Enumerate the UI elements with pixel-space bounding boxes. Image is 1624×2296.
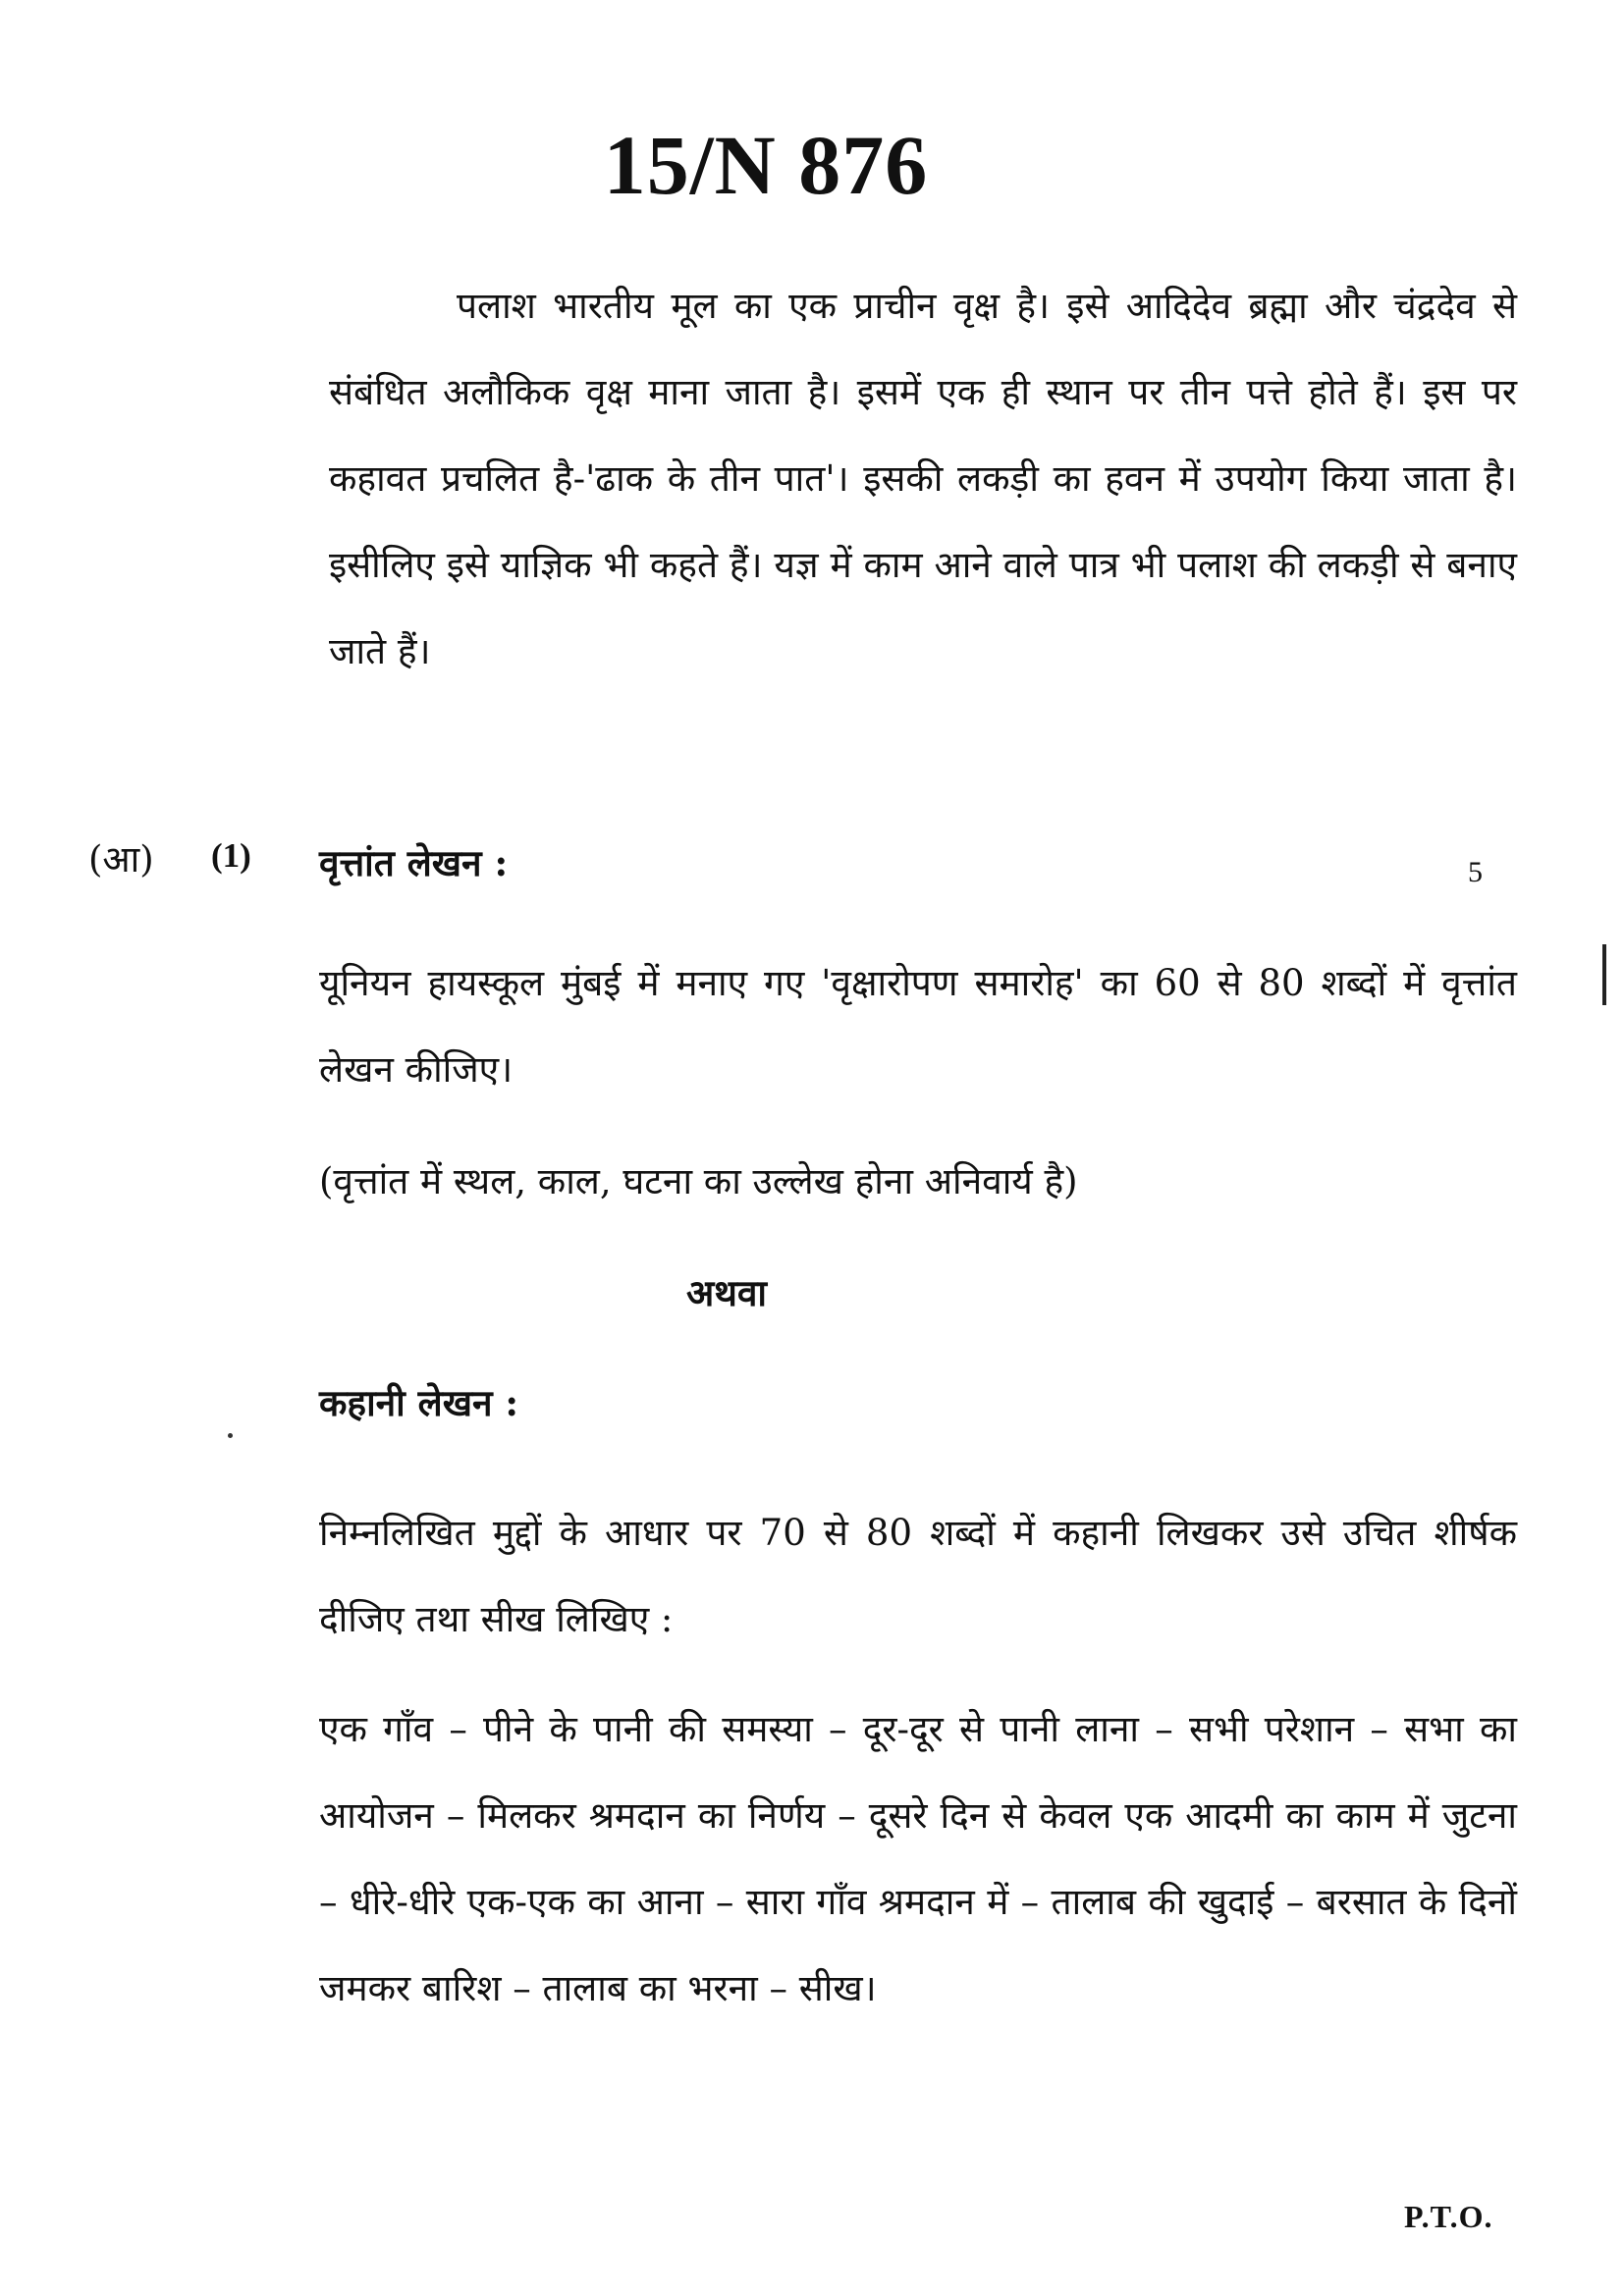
passage-paragraph: पलाश भारतीय मूल का एक प्राचीन वृक्ष है। इसे आदिदेव ब्रह्मा और चंद्रदेव से संबंधित अलौकिक वृक्ष माना जाता है। इसमें एक ही स्थान पर तीन पत्ते होते हैं। इस पर कहावत प्रचलित है-'ढाक के तीन पात'। इसकी लकड़ी का हवन में उपयोग किया जाता है। इसीलिए इसे याज्ञिक भी कहते हैं। यज्ञ में काम आने वाले पात्र भी पलाश की लकड़ी से बनाए जाते हैं।: [329, 285, 1517, 672]
story-writing-heading: कहानी लेखन :: [319, 1381, 519, 1424]
report-writing-heading: वृत्तांत लेखन :: [319, 841, 509, 884]
story-question: निम्नलिखित मुद्दों के आधार पर 70 से 80 शब्दों में कहानी लिखकर उसे उचित शीर्षक दीजिए तथा सीख लिखिए :: [319, 1512, 1517, 1640]
report-note: (वृत्तांत में स्थल, काल, घटना का उल्लेख होना अनिवार्य है): [319, 1160, 1078, 1202]
pto-label: P.T.O.: [1404, 2199, 1493, 2234]
marks-label: 5: [1468, 856, 1483, 888]
paper-code: 15/N 876: [603, 118, 929, 212]
story-points: एक गाँव – पीने के पानी की समस्या – दूर-दूर से पानी लाना – सभी परेशान – सभा का आयोजन – मिलकर श्रमदान का निर्णय – दूसरे दिन से केवल एक आदमी का काम में जुटना – धीरे-धीरे एक-एक का आना – सारा गाँव श्रमदान में – तालाब की खुदाई – बरसात के दिनों जमकर बारिश – तालाब का भरना – सीख।: [319, 1708, 1517, 2009]
section-marker: (आ): [88, 838, 154, 881]
question-number: (1): [211, 836, 251, 875]
margin-mark: [1602, 944, 1606, 1005]
report-question: यूनियन हायस्कूल मुंबई में मनाए गए 'वृक्षारोपण समारोह' का 60 से 80 शब्दों में वृत्तांत लेखन कीजिए।: [319, 962, 1517, 1091]
or-divider: अथवा: [685, 1271, 768, 1314]
scan-speck: [228, 1433, 233, 1438]
